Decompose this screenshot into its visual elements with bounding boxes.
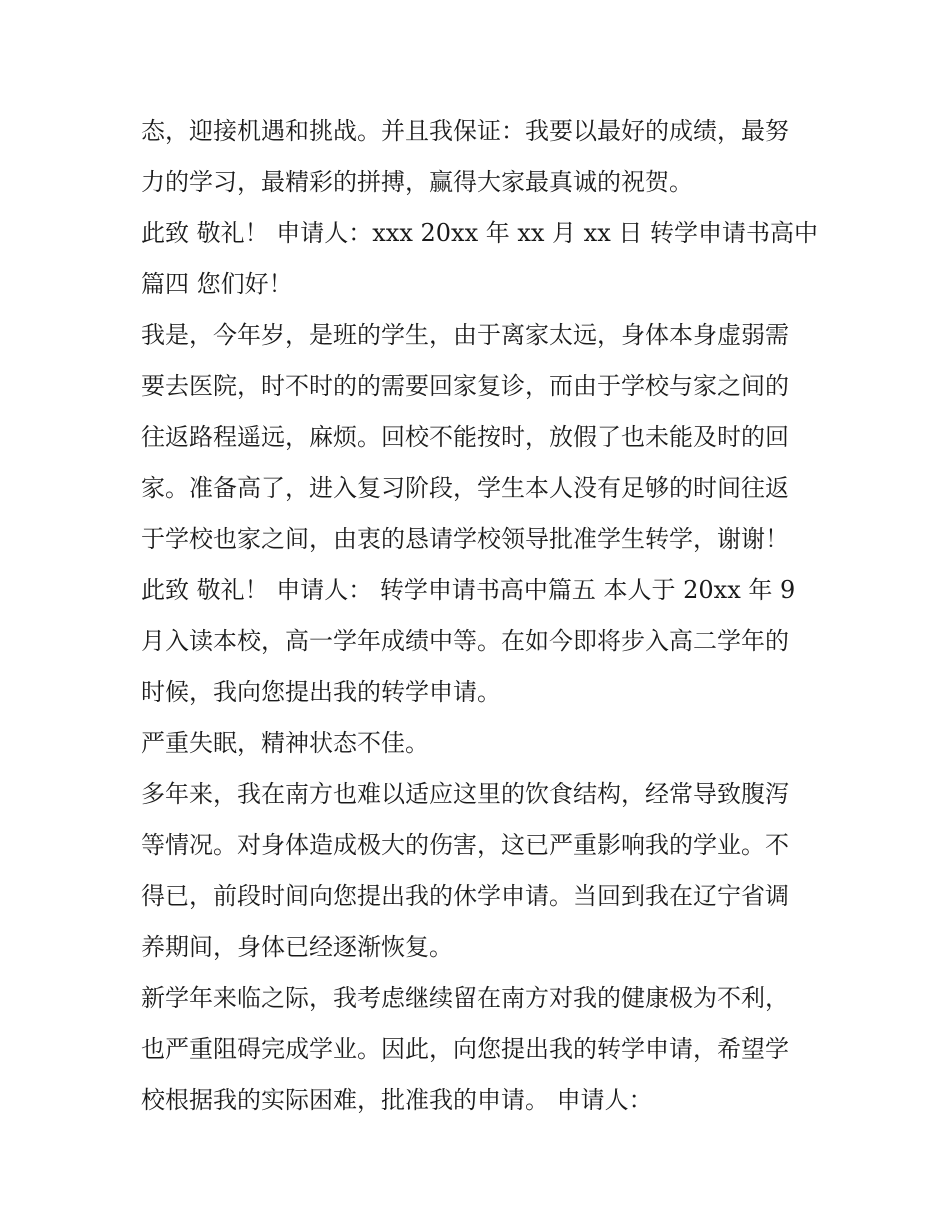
text-line: 往返路程遥远，麻烦。回校不能按时，放假了也未能及时的回 [141, 423, 789, 451]
text-line: 篇四 您们好！ [141, 270, 293, 298]
text-line: 严重失眠，精神状态不佳。 [141, 729, 429, 757]
text-line: 此致 敬礼！ 申请人：xxx 20xx 年 xx 月 xx 日 转学申请书高中 [141, 219, 819, 247]
text-line: 要去医院，时不时的的需要回家复诊，而由于学校与家之间的 [141, 372, 789, 400]
text-line: 新学年来临之际，我考虑继续留在南方对我的健康极为不利， [141, 984, 789, 1012]
text-line: 于学校也家之间，由衷的恳请学校领导批准学生转学，谢谢！ [141, 525, 789, 553]
text-line: 时候，我向您提出我的转学申请。 [141, 678, 501, 706]
text-line: 多年来，我在南方也难以适应这里的饮食结构，经常导致腹泻 [141, 780, 789, 808]
text-line: 力的学习，最精彩的拼搏，赢得大家最真诚的祝贺。 [141, 168, 693, 196]
text-line: 等情况。对身体造成极大的伤害，这已严重影响我的学业。不 [141, 831, 789, 859]
text-line: 得已，前段时间向您提出我的休学申请。当回到我在辽宁省调 [141, 882, 789, 910]
text-line: 校根据我的实际困难，批准我的申请。 申请人： [141, 1086, 653, 1114]
text-line: 月入读本校，高一学年成绩中等。在如今即将步入高二学年的 [141, 627, 789, 655]
text-line: 养期间，身体已经逐渐恢复。 [141, 933, 453, 961]
text-line: 我是，今年岁，是班的学生，由于离家太远，身体本身虚弱需 [141, 321, 789, 349]
text-line: 此致 敬礼！ 申请人： 转学申请书高中篇五 本人于 20xx 年 9 [141, 576, 796, 604]
document-body [141, 106, 821, 1126]
text-line: 态，迎接机遇和挑战。并且我保证：我要以最好的成绩，最努 [141, 117, 789, 145]
text-line: 家。准备高了，进入复习阶段，学生本人没有足够的时间往返 [141, 474, 789, 502]
text-line: 也严重阻碍完成学业。因此，向您提出我的转学申请，希望学 [141, 1035, 789, 1063]
